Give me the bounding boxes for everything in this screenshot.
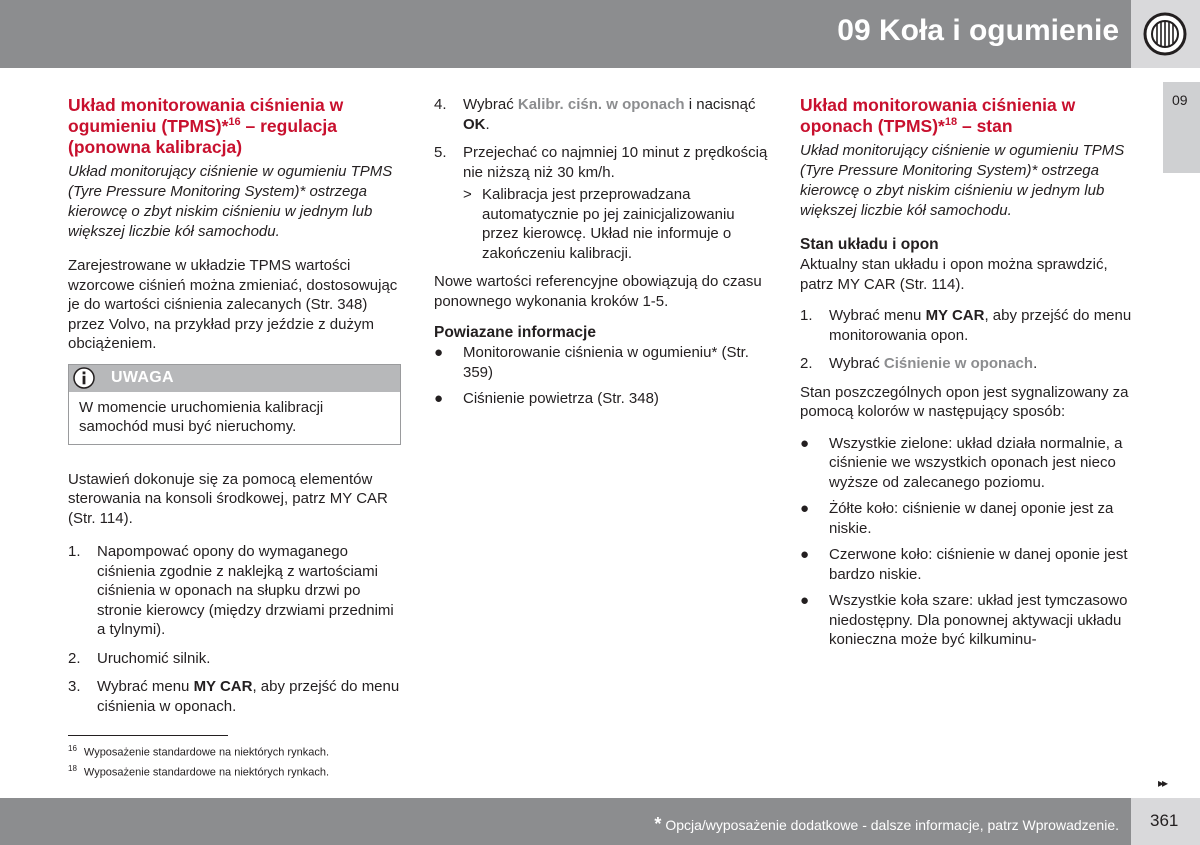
chapter-side-tab[interactable] bbox=[1163, 82, 1200, 173]
chapter-icon-box bbox=[1131, 0, 1200, 68]
related-heading: Powiazane informacje bbox=[434, 324, 596, 341]
chapter-title: 09 Koła i ogumienie bbox=[837, 14, 1119, 47]
list-item: ● Wszystkie koła szare: układ jest tymczasowo niedostępny. Dla ponownej aktywacji układu konieczna może być kilkuminu- bbox=[800, 592, 1128, 648]
note-label: UWAGA bbox=[111, 368, 174, 386]
chapter-side-tab-label: 09 bbox=[1172, 92, 1188, 108]
list-item: 1. Napompować opony do wymaganego ciśnienia zgodnie z naklejką z wartościami ciśnienia w oponach na słupku drzwi po stronie kierowcy (między drzwiami przednimi a tylnymi). bbox=[68, 543, 394, 638]
related-link[interactable]: ● Ciśnienie powietrza (Str. 348) bbox=[434, 390, 659, 407]
note-box bbox=[68, 364, 401, 445]
section-heading-calibration: Układ monitorowania ciśnienia w ogumieniu (TPMS)*$^{16}$ – regulacja (ponowna kalibracja) bbox=[68, 95, 344, 157]
menu-option-link: Ciśnienie w oponach bbox=[883, 355, 1034, 372]
list-item: 2. Uruchomić silnik. bbox=[68, 649, 211, 667]
list-item: 2. Wybrać Ciśnienie w oponach. bbox=[800, 355, 1038, 372]
footer-note: * Opcja/wyposażenie dodatkowe - dalsze informacje, patrz Wprowadzenie. bbox=[654, 814, 1119, 834]
footnote: $^{16}$ Wyposażenie standardowe na niektórych rynkach. bbox=[68, 744, 329, 759]
paragraph: Aktualny stan układu i opon można sprawdzić, patrz MY CAR (Str. 114). bbox=[800, 256, 1108, 293]
footnotes bbox=[68, 741, 329, 780]
continue-arrows-icon: ▸▸ bbox=[1158, 776, 1167, 790]
list-item: ● Żółte koło: ciśnienie w danej oponie jest za niskie. bbox=[800, 500, 1114, 537]
footnote-rule bbox=[68, 735, 228, 736]
related-link[interactable]: ● Monitorowanie ciśnienia w ogumieniu* (Str. 359) bbox=[434, 344, 749, 381]
paragraph: Ustawień dokonuje się za pomocą elementów sterowania na konsoli środkowej, patrz MY CAR (Str. 114). bbox=[68, 470, 388, 527]
section-heading-status: Układ monitorowania ciśnienia w oponach (TPMS)*$^{18}$ – stan bbox=[800, 95, 1076, 136]
column-2 bbox=[434, 95, 769, 416]
list-item: ● Czerwone koło: ciśnienie w danej oponie jest bardzo niskie. bbox=[800, 546, 1128, 583]
intro-text: Układ monitorujący ciśnienie w ogumieniu TPMS (Tyre Pressure Monitoring System)* ostrzega kierowcę o zbyt niskim ciśnieniu w jednym lub większej liczbie kół samochodu. bbox=[800, 142, 1125, 219]
intro-text: Układ monitorujący ciśnienie w ogumieniu TPMS (Tyre Pressure Monitoring System)* ostrzega kierowcę o zbyt niskim ciśnieniu w jednym lub większej liczbie kół samochodu. bbox=[68, 163, 393, 240]
footnote: $^{18}$ Wyposażenie standardowe na niektórych rynkach. bbox=[68, 763, 329, 779]
paragraph: Stan poszczególnych opon jest sygnalizowany za pomocą kolorów w następujący sposób: bbox=[800, 383, 1129, 420]
column-1 bbox=[68, 95, 401, 725]
tire-icon bbox=[1143, 12, 1187, 56]
result-item: > Kalibracja jest przeprowadzana automatycznie po jej zainicjalizowaniu przez kierowcę. Układ nie informuje o zakończeniu kalibracji. bbox=[463, 186, 735, 262]
list-item: 5. Przejechać co najmniej 10 minut z prędkością nie niższą niż 30 km/h. > Kalibracja jest przeprowadzana automatycznie po jej zainicjalizowaniu przez kierowcę. Układ nie informuje o zakończeniu kalibracji. bbox=[434, 144, 768, 262]
list-item: 1. Wybrać menu MY CAR, aby przejść do menu monitorowania opon. bbox=[800, 307, 1132, 344]
paragraph: Nowe wartości referencyjne obowiązują do czasu ponownego wykonania kroków 1-5. bbox=[434, 273, 762, 310]
list-item: 3. Wybrać menu MY CAR, aby przejść do menu ciśnienia w oponach. bbox=[68, 678, 400, 715]
page-number: 361 bbox=[1150, 811, 1179, 830]
page-number-box bbox=[1131, 798, 1200, 845]
info-icon bbox=[73, 367, 95, 389]
page-footer bbox=[0, 798, 1131, 845]
subheading: Stan układu i opon bbox=[800, 236, 939, 253]
note-header bbox=[69, 365, 400, 392]
list-item: 4. Wybrać Kalibr. ciśn. w oponach i nacisnąć OK. bbox=[434, 96, 756, 133]
menu-option-link: Kalibr. ciśn. w oponach bbox=[517, 96, 685, 113]
note-text: W momencie uruchomienia kalibracji samochód musi być nieruchomy. bbox=[79, 398, 324, 435]
chapter-header bbox=[0, 0, 1131, 68]
paragraph: Zarejestrowane w układzie TPMS wartości wzorcowe ciśnień można zmieniać, dostosowując je do wartości ciśnienia zalecanych (Str. 348) przez Volvo, na przykład przy jeździe z dużym obciążeniem. bbox=[68, 257, 398, 352]
list-item: ● Wszystkie zielone: układ działa normalnie, a ciśnienie we wszystkich oponach jest nieco wyższe od zalecanego poziomu. bbox=[800, 434, 1123, 491]
column-3 bbox=[800, 95, 1135, 657]
